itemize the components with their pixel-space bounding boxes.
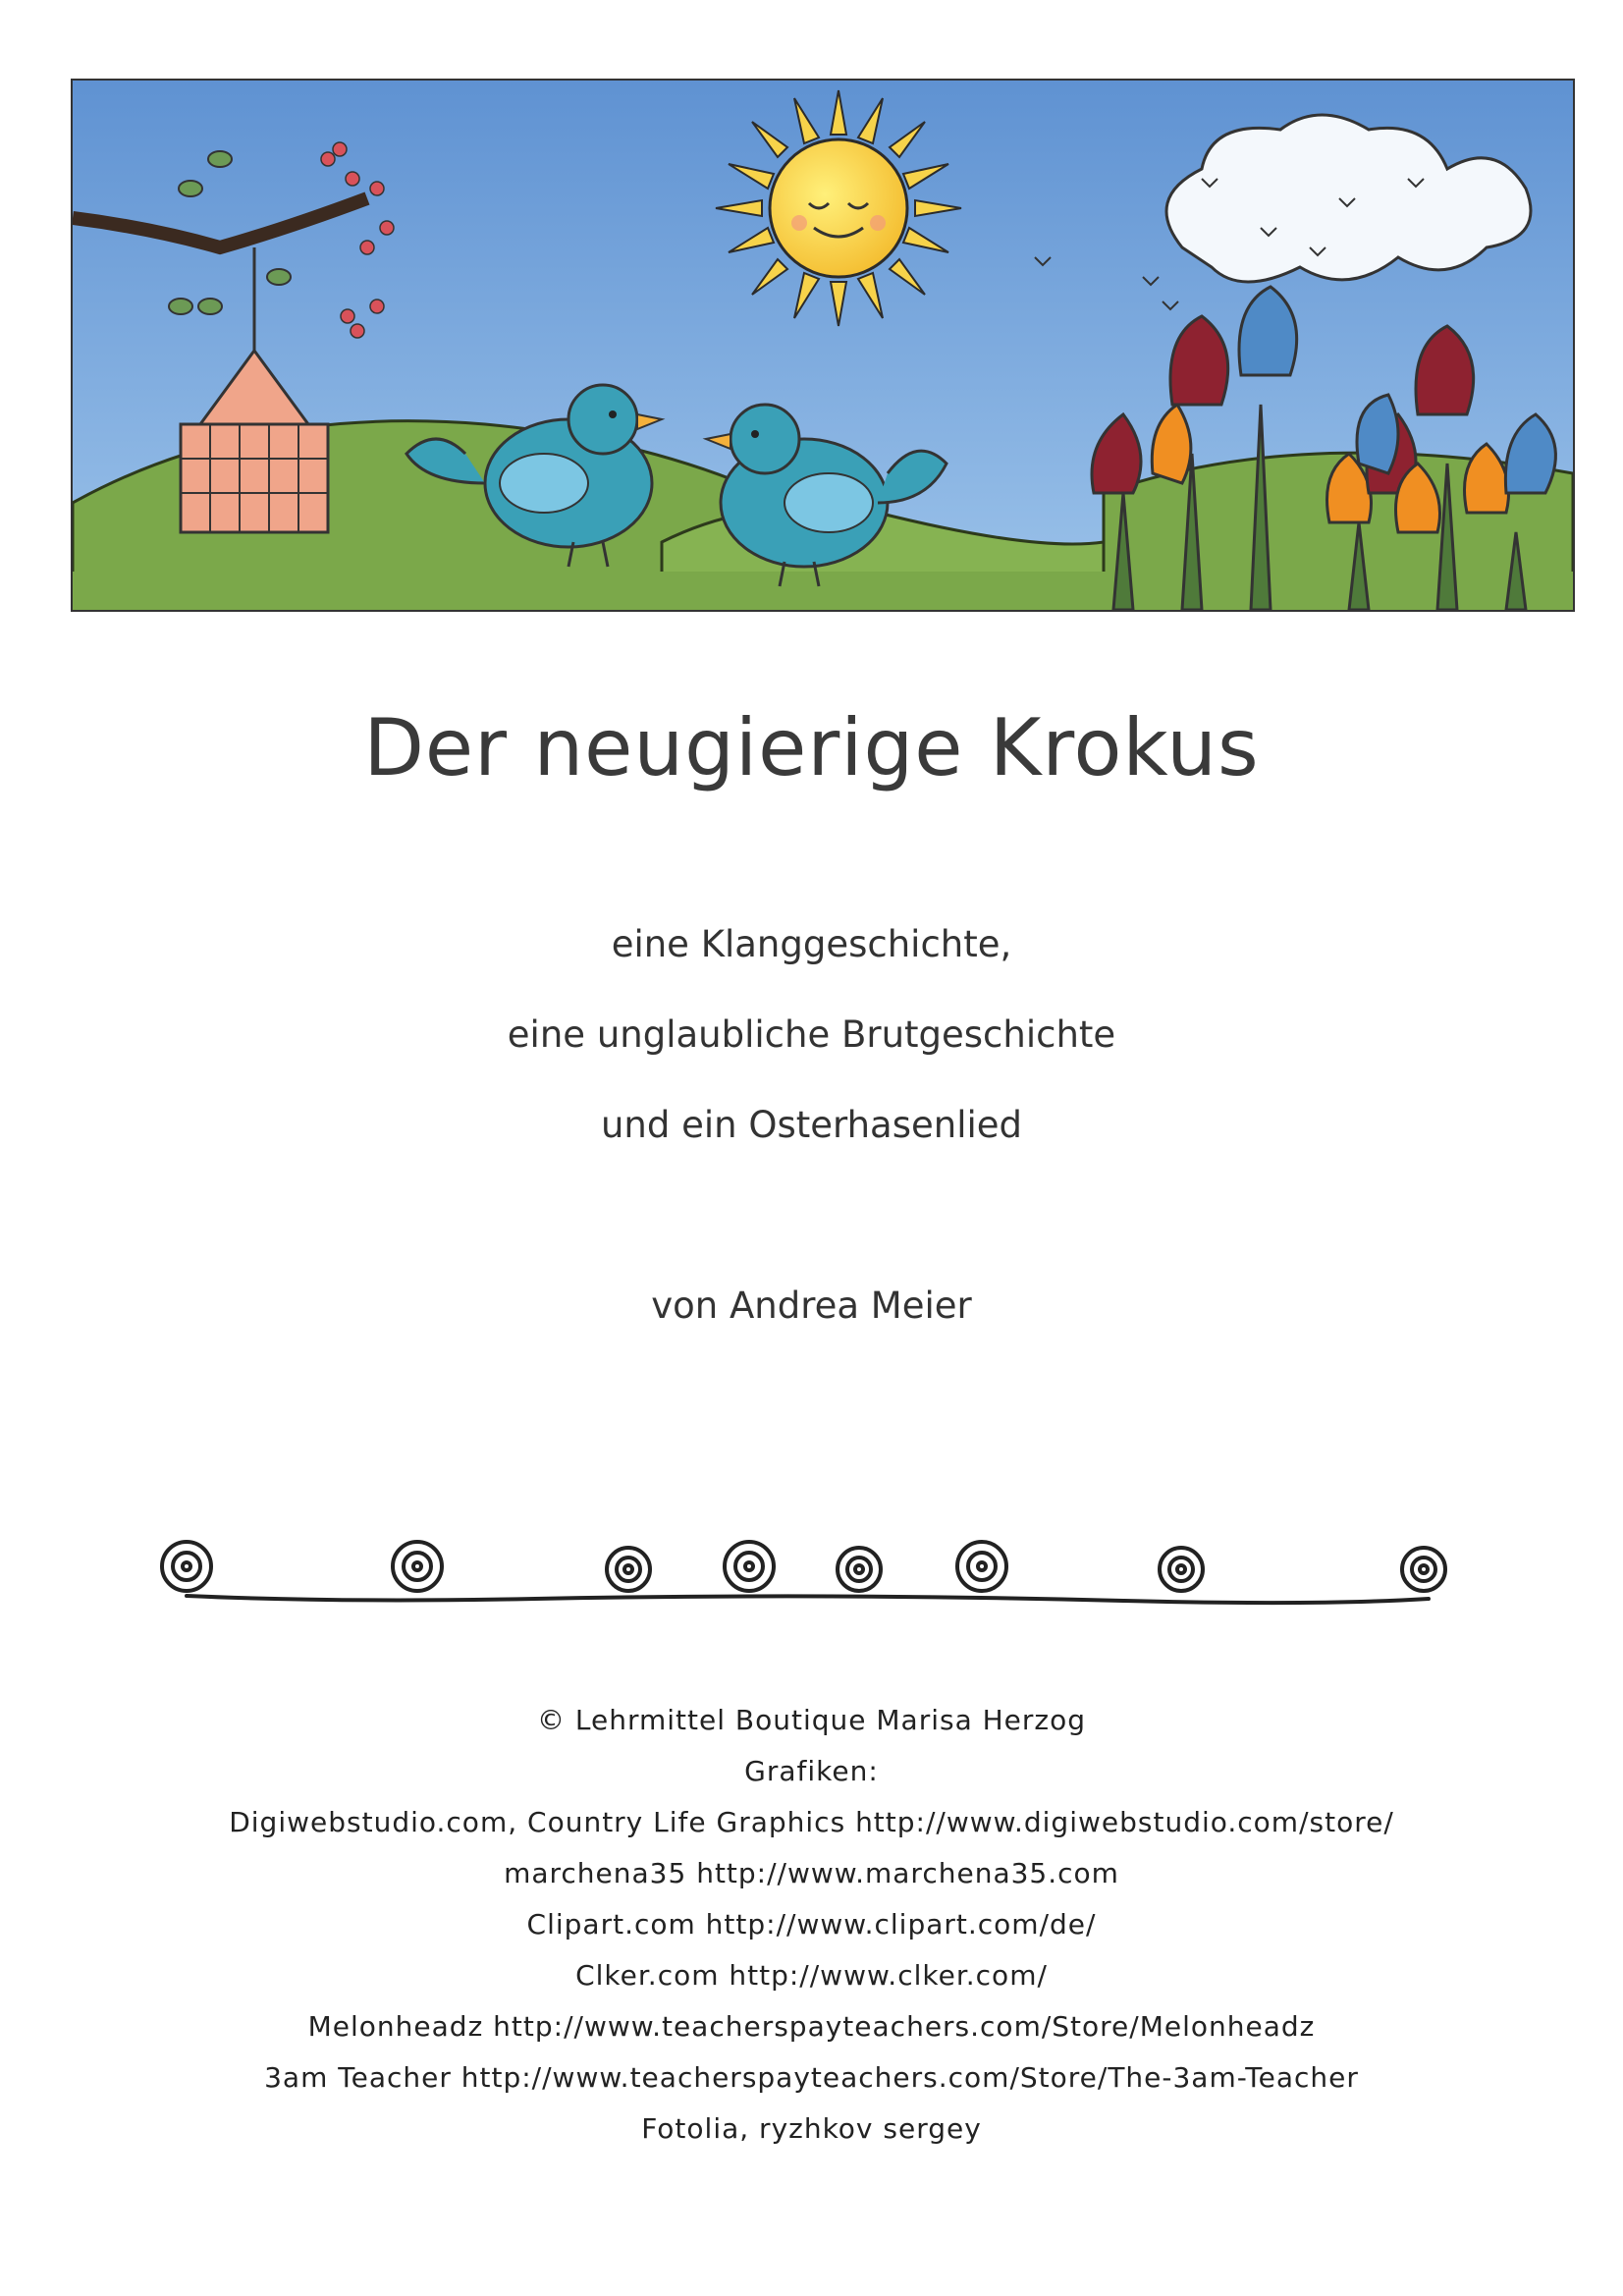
swirl-icon bbox=[957, 1542, 1006, 1591]
credit-line: Clker.com http://www.clker.com/ bbox=[575, 1959, 1048, 1992]
credit-line: Fotolia, ryzhkov sergey bbox=[641, 2112, 982, 2145]
swirl-icon bbox=[607, 1548, 650, 1591]
credit-line: Clipart.com http://www.clipart.com/de/ bbox=[526, 1908, 1097, 1941]
swirl-icon bbox=[1160, 1548, 1203, 1591]
swirl-divider bbox=[142, 1522, 1478, 1634]
credit-line: marchena35 http://www.marchena35.com bbox=[504, 1857, 1119, 1889]
swirl-icon bbox=[838, 1548, 881, 1591]
credit-line: Digiwebstudio.com, Country Life Graphics http://www.digiwebstudio.com/store/ bbox=[229, 1806, 1394, 1838]
page-title: Der neugierige Krokus bbox=[363, 702, 1260, 793]
author-line: von Andrea Meier bbox=[651, 1285, 972, 1327]
credit-line: Melonheadz http://www.teacherspayteachers.com/Store/Melonheadz bbox=[307, 2010, 1316, 2043]
swirl-icon bbox=[1402, 1548, 1445, 1591]
credit-line: 3am Teacher http://www.teacherspayteachers.com/Store/The-3am-Teacher bbox=[264, 2061, 1359, 2094]
swirl-icon bbox=[393, 1542, 442, 1591]
swirl-icon bbox=[162, 1542, 211, 1591]
credits-heading: Grafiken: bbox=[744, 1755, 879, 1787]
header-illustration bbox=[71, 79, 1575, 612]
subtitle-line-3: und ein Osterhasenlied bbox=[600, 1104, 1023, 1146]
subtitle-line-1: eine Klanggeschichte, bbox=[611, 923, 1012, 965]
copyright-line: © Lehrmittel Boutique Marisa Herzog bbox=[536, 1704, 1087, 1736]
swirl-icon bbox=[725, 1542, 774, 1591]
subtitle-line-2: eine unglaubliche Brutgeschichte bbox=[507, 1013, 1116, 1056]
